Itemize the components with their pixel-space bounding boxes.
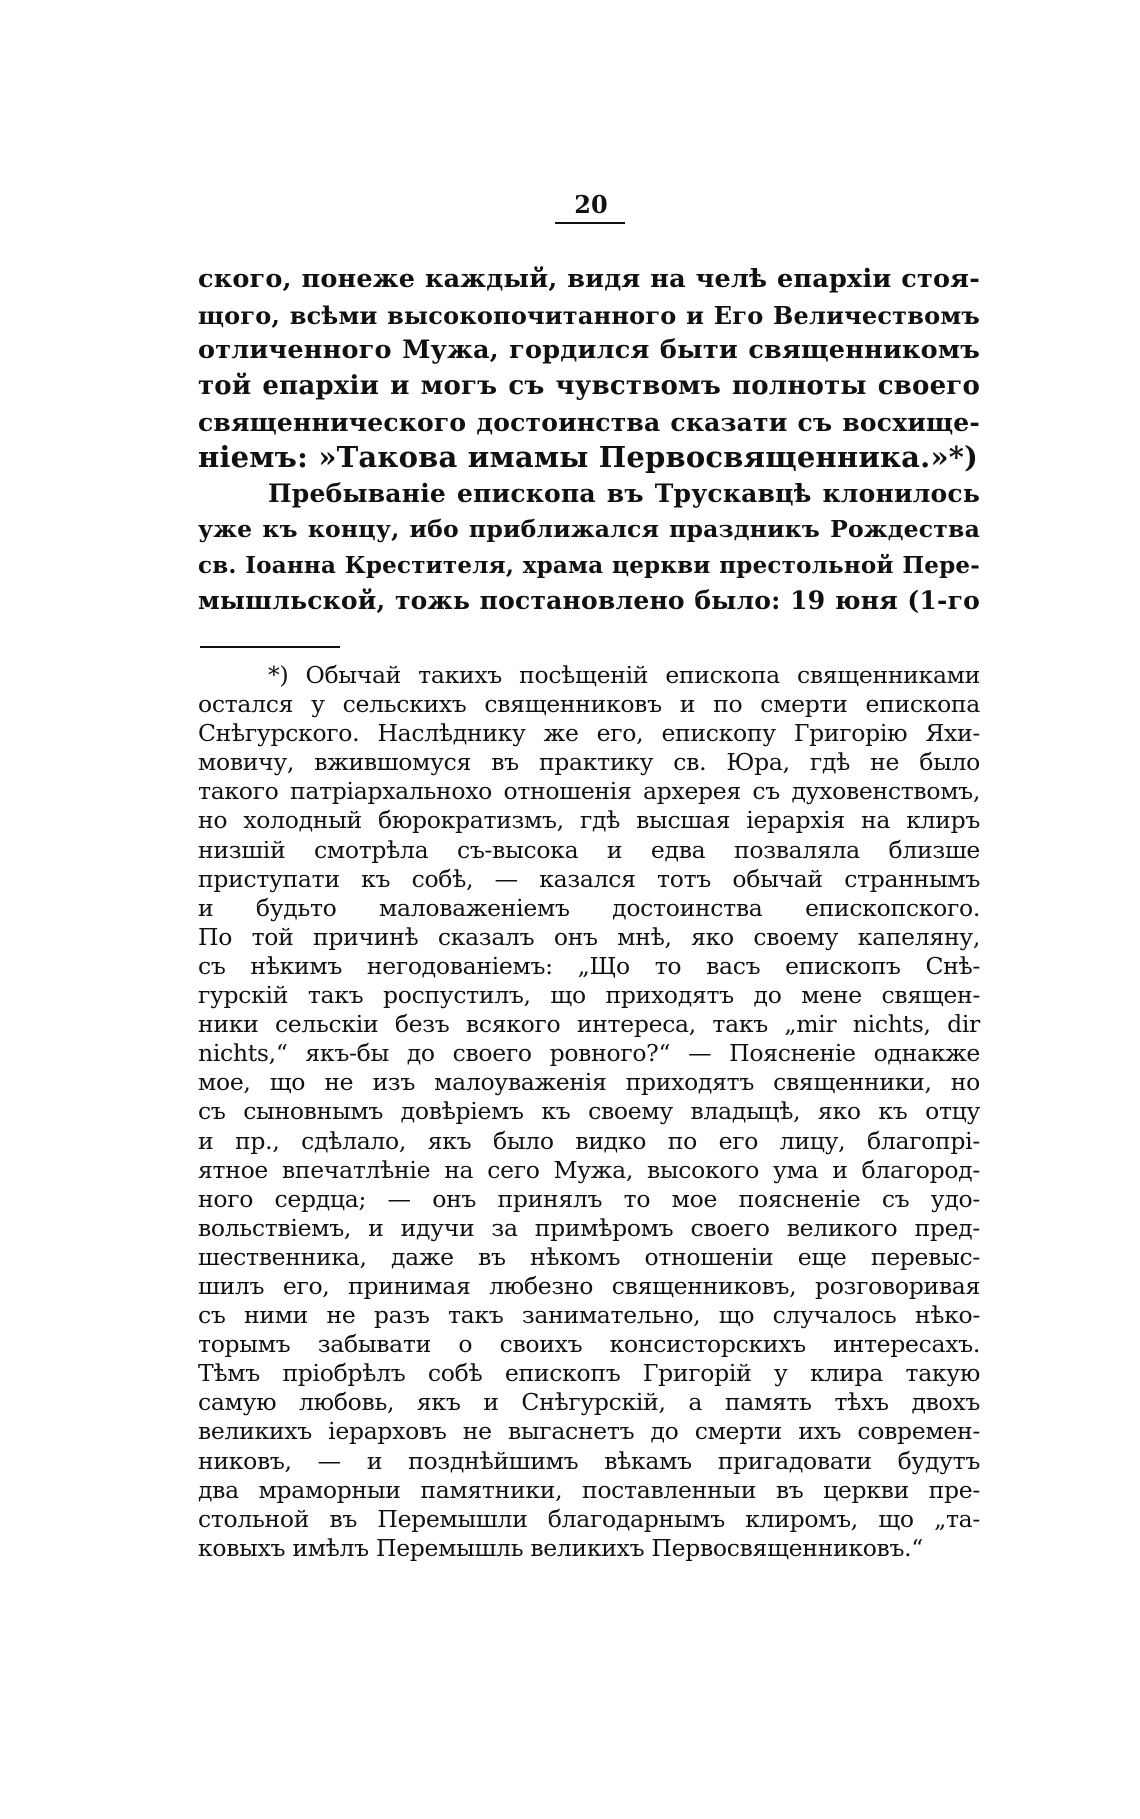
footnote-line: такого патріархальнохо отношенія архерея съ духовенствомъ, xyxy=(198,777,980,806)
footnote-line: великихъ іерарховъ не выгаснетъ до смерти ихъ современ- xyxy=(198,1417,980,1446)
main-line: св. Іоанна Крестителя, храма церкви престольной Пере- xyxy=(198,551,980,579)
footnote-line: гурскій такъ роспустилъ, що приходятъ до мене священ- xyxy=(198,981,980,1010)
footnote-line: ного сердца; — онъ принялъ то мое поясненіе съ удо- xyxy=(198,1184,980,1213)
footnote-line: *) Обычай такихъ посѣщеній епископа священниками xyxy=(268,661,980,689)
main-line: ского, понеже каждый, видя на челѣ епархіи стоя- xyxy=(198,264,980,294)
footnote-line: съ сыновнымъ довѣріемъ къ своему владыцѣ, яко къ отцу xyxy=(198,1097,980,1126)
footnote xyxy=(198,661,980,1563)
footnote-line: низшій смотрѣла съ-высока и едва позваляла близше xyxy=(198,835,980,864)
main-line: ніемъ: »Такова имамы Первосвященника.»*) xyxy=(198,440,979,475)
footnote-line: шилъ его, принимая любезно священниковъ, розговоривая xyxy=(198,1271,980,1300)
footnote-line: два мраморныи памятники, поставленныи въ церкви пре- xyxy=(198,1475,980,1504)
main-line: щого, всѣми высокопочитанного и Его Величествомъ xyxy=(198,300,980,330)
footnote-line: съ нѣкимъ негодованіемъ: „Що то васъ епископъ Снѣ- xyxy=(198,951,980,980)
page-number: 20 xyxy=(574,190,608,219)
footnote-line: вольствіемъ, и идучи за примѣромъ своего великого пред- xyxy=(198,1213,980,1242)
footnote-line: nichts,“ якъ-бы до своего ровного?“ — Поясненіе однакже xyxy=(198,1039,980,1068)
footnote-line: торымъ забывати о своихъ консисторскихъ интересахъ. xyxy=(198,1330,980,1359)
footnote-line: приступати къ собѣ, — казался тотъ обычай страннымъ xyxy=(198,864,980,893)
footnote-line: никовъ, — и позднѣйшимъ вѣкамъ пригадовати будутъ xyxy=(198,1446,980,1475)
footnote-line: шественника, даже въ нѣкомъ отношеніи еще перевыс- xyxy=(198,1242,980,1271)
footnote-line: остался у сельскихъ священниковъ и по смерти епископа xyxy=(198,690,980,719)
main-line: отличенного Мужа, гордился быти священникомъ xyxy=(198,335,980,366)
footnote-line: мовичу, вжившомуся въ практику св. Юра, гдѣ не было xyxy=(198,748,980,777)
page-number-rule xyxy=(555,222,625,224)
footnote-line: но холодный бюрократизмъ, гдѣ высшая іерархія на клиръ xyxy=(198,806,980,835)
main-line: Пребываніе епископа въ Трускавцѣ клонилось xyxy=(268,479,980,509)
footnote-line: ятное впечатлѣніе на сего Мужа, высокого ума и благород- xyxy=(198,1155,980,1184)
footnote-line: съ ними не разъ такъ занимательно, що случалось нѣко- xyxy=(198,1301,980,1330)
footnote-line: мое, що не изъ малоуваженія приходятъ священники, но xyxy=(198,1068,980,1097)
footnote-line: ковыхъ имѣлъ Перемышль великихъ Первосвященниковъ.“ xyxy=(198,1533,924,1562)
footnote-line: и пр., сдѣлало, якъ было видко по его лицу, благопрі- xyxy=(198,1126,980,1155)
footnote-line: Тѣмъ пріобрѣлъ собѣ епископъ Григорій у клира такую xyxy=(198,1359,980,1388)
main-line: той епархіи и могъ съ чувствомъ полноты своего xyxy=(198,371,980,402)
main-line: священнического достоинства сказати съ восхище- xyxy=(198,407,980,437)
footnote-line: По той причинѣ сказалъ онъ мнѣ, яко своему капеляну, xyxy=(198,922,980,951)
main-line: мышльской, тожь постановлено было: 19 юня (1-го xyxy=(198,586,980,616)
footnote-line: ники сельскіи безъ всякого интереса, такъ „mir nichts, dir xyxy=(198,1010,980,1039)
main-line: уже къ концу, ибо приближался праздникъ Рождества xyxy=(198,514,980,543)
footnote-rule xyxy=(200,646,340,648)
footnote-line: и будьто маловаженіемъ достоинства епископского. xyxy=(198,893,980,922)
footnote-line: Снѣгурского. Наслѣднику же его, епископу Григорію Яхи- xyxy=(198,719,980,748)
footnote-line: стольной въ Перемышли благодарнымъ клиромъ, що „та- xyxy=(198,1504,980,1533)
footnote-line: самую любовь, якъ и Снѣгурскій, а память тѣхъ двохъ xyxy=(198,1388,980,1417)
main-text xyxy=(198,262,980,619)
